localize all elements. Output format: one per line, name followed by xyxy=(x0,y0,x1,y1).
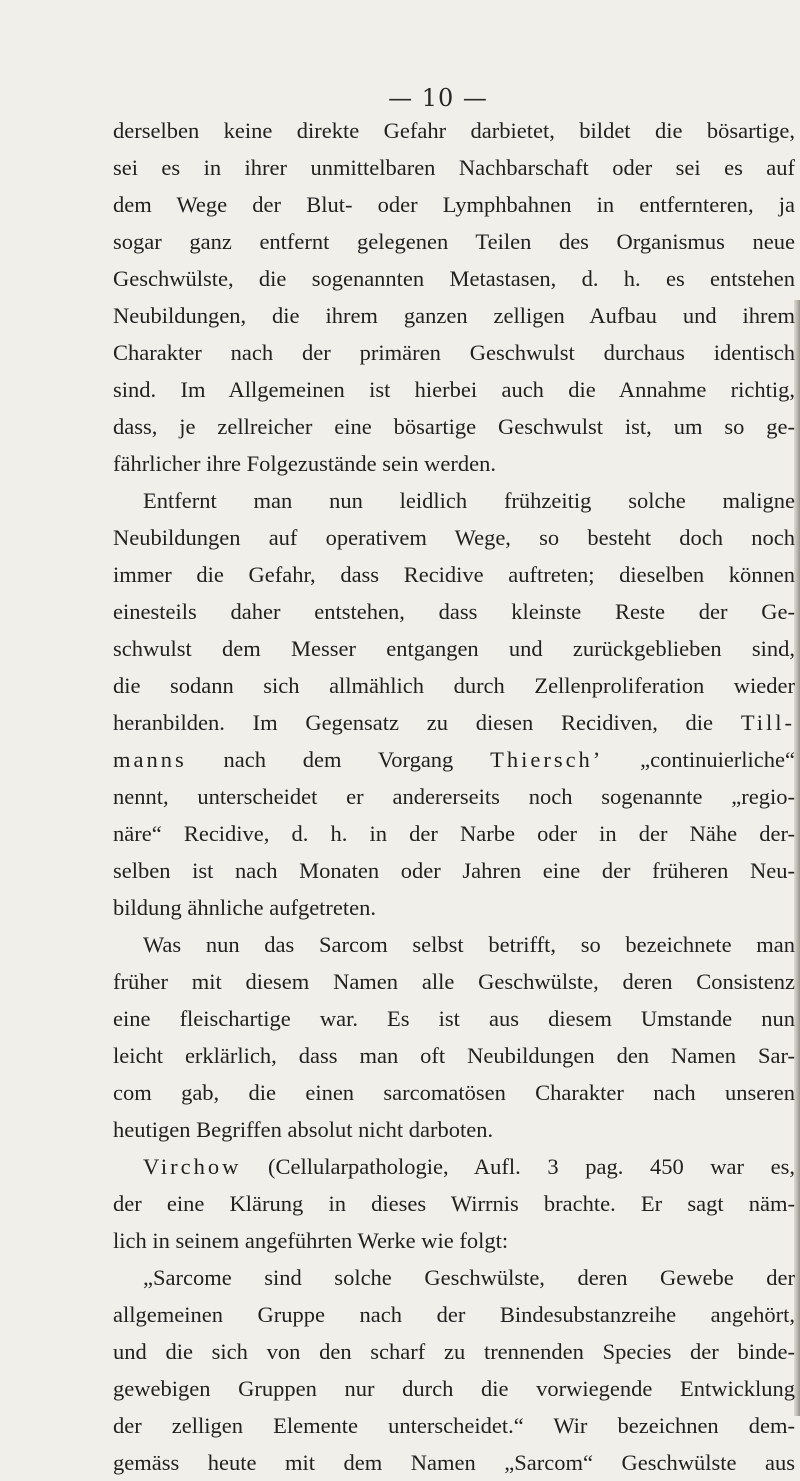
text-line: Neubildungen auf operativem Wege, so besteht doch noch xyxy=(113,525,795,550)
text-line: näre“ Recidive, d. h. in der Narbe oder in der Nähe der- xyxy=(113,821,795,846)
text-line: fährlicher ihre Folgezustände sein werden. xyxy=(113,451,496,476)
text-line xyxy=(113,741,795,778)
line-text: nach dem Vorgang xyxy=(223,747,454,772)
text-line: Neubildungen, die ihrem ganzen zelligen Aufbau und ihrem xyxy=(113,303,795,328)
text-line: selben ist nach Monaten oder Jahren eine der früheren Neu- xyxy=(113,858,795,883)
text-line: eine fleischartige war. Es ist aus diesem Umstande nun xyxy=(113,1006,795,1031)
text-line: Geschwülste, die sogenannten Metastasen, d. h. es entstehen xyxy=(113,266,795,291)
text-line xyxy=(113,704,795,741)
text-line: Charakter nach der primären Geschwulst durchaus identisch xyxy=(113,340,795,365)
text-line: sei es in ihrer unmittelbaren Nachbarschaft oder sei es auf xyxy=(113,155,795,180)
page-number: — 10 — xyxy=(388,84,488,112)
text-line: allgemeinen Gruppe nach der Bindesubstanzreihe angehört, xyxy=(113,1302,795,1327)
text-line: schwulst dem Messer entgangen und zurückgeblieben sind, xyxy=(113,636,795,661)
text-line: Entfernt man nun leidlich frühzeitig solche maligne xyxy=(143,488,795,513)
text-line: einesteils daher entstehen, dass kleinste Reste der Ge- xyxy=(113,599,795,624)
text-line: gewebigen Gruppen nur durch die vorwiegende Entwicklung xyxy=(113,1376,795,1401)
text-line: com gab, die einen sarcomatösen Charakter nach unseren xyxy=(113,1080,795,1105)
text-line: gemäss heute mit dem Namen „Sarcom“ Geschwülste aus xyxy=(113,1450,795,1475)
text-line: derselben keine direkte Gefahr darbietet, bildet die bösartige, xyxy=(113,118,795,143)
text-line: nennt, unterscheidet er andererseits noch sogenannte „regio- xyxy=(113,784,795,809)
text-line: „Sarcome sind solche Geschwülste, deren Gewebe der xyxy=(143,1265,795,1290)
text-line: früher mit diesem Namen alle Geschwülste, deren Consistenz xyxy=(113,969,795,994)
text-line: bildung ähnliche aufgetreten. xyxy=(113,895,377,920)
text-line: heutigen Begriffen absolut nicht darboten. xyxy=(113,1117,494,1142)
author-name-thiersch: Thiersch’ xyxy=(490,747,604,772)
text-line: immer die Gefahr, dass Recidive auftreten; dieselben können xyxy=(113,562,795,587)
line-text: (Cellularpathologie, Aufl. 3 pag. 450 war es, xyxy=(268,1154,796,1179)
text-line: der eine Klärung in dieses Wirrnis brachte. Er sagt näm- xyxy=(113,1191,795,1216)
text-line: Was nun das Sarcom selbst betrifft, so bezeichnete man xyxy=(143,932,795,957)
text-line: und die sich von den scharf zu trennenden Species der binde- xyxy=(113,1339,795,1364)
text-line: der zelligen Elemente unterscheidet.“ Wir bezeichnen dem- xyxy=(113,1413,795,1438)
author-name-tillmanns: manns xyxy=(113,747,187,772)
text-line: die sodann sich allmählich durch Zellenproliferation wieder xyxy=(113,673,795,698)
text-line: sogar ganz entfernt gelegenen Teilen des Organismus neue xyxy=(113,229,795,254)
text-line: lich in seinem angeführten Werke wie folgt: xyxy=(113,1228,509,1253)
text-line xyxy=(113,1148,795,1185)
author-name-virchow: Virchow xyxy=(143,1154,242,1179)
text-line: dem Wege der Blut- oder Lymphbahnen in entfernteren, ja xyxy=(113,192,795,217)
body-text xyxy=(113,112,795,1481)
line-text: „continuierliche“ xyxy=(640,747,796,772)
text-line: sind. Im Allgemeinen ist hierbei auch die Annahme richtig, xyxy=(113,377,795,402)
line-text: heranbilden. Im Gegensatz zu diesen Recidiven, die xyxy=(113,710,714,735)
text-line: leicht erklärlich, dass man oft Neubildungen den Namen Sar- xyxy=(113,1043,795,1068)
author-name-tillmanns: Till- xyxy=(740,710,796,735)
text-line: dass, je zellreicher eine bösartige Geschwulst ist, um so ge- xyxy=(113,414,795,439)
